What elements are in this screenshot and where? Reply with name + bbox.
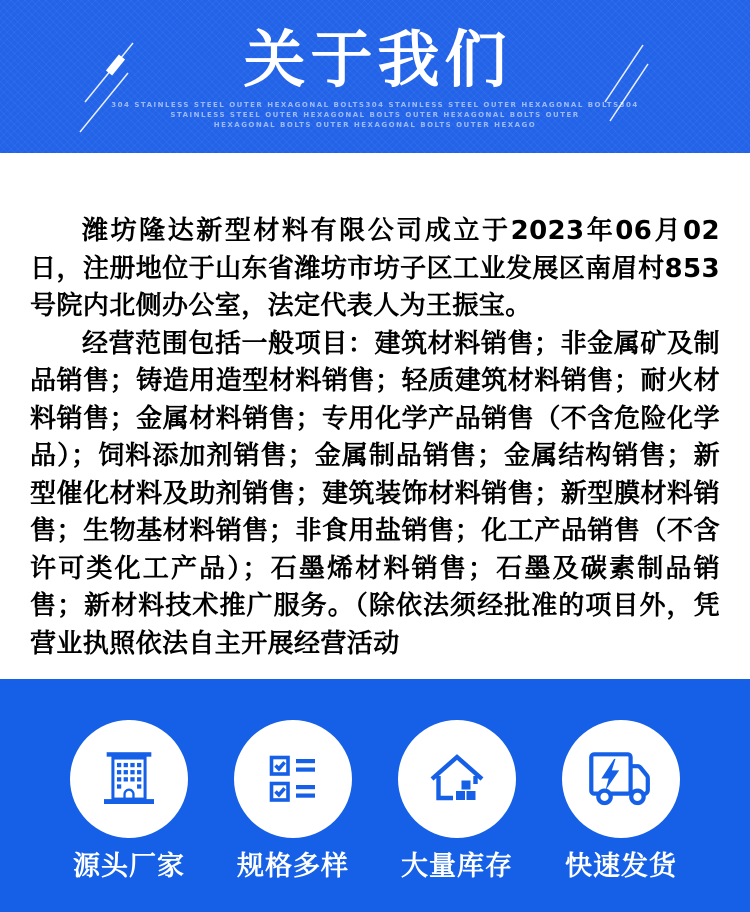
company-description <box>0 153 750 679</box>
feature-circle <box>562 720 680 838</box>
building-icon <box>104 752 154 806</box>
feature-label: 源头厂家 <box>73 851 185 882</box>
feature-label: 规格多样 <box>237 851 349 882</box>
feature-various-specs <box>234 720 352 912</box>
delivery-truck-icon <box>589 752 653 806</box>
page-title: 关于我们 <box>243 23 512 96</box>
company-intro-paragraph: 潍坊隆达新型材料有限公司成立于2023年06月02日，注册地位于山东省潍坊市坊子区工业发展区南眉村853号院内北侧办公室，法定代表人为王振宝。 <box>30 216 720 321</box>
feature-fast-shipping <box>562 720 680 912</box>
feature-circle <box>234 720 352 838</box>
feature-source-factory <box>70 720 188 912</box>
about-header <box>0 0 750 153</box>
subtitle-line-1: 304 STAINLESS STEEL OUTER HEXAGONAL BOLTS304 STAINLESS STEEL OUTER HEXAGONAL BOLTS304 <box>111 101 639 109</box>
feature-large-inventory <box>398 720 516 912</box>
feature-label: 大量库存 <box>401 851 513 882</box>
warehouse-stock-icon <box>428 753 486 805</box>
diagonal-slash-decoration-left <box>78 40 138 135</box>
features-bar <box>0 679 750 912</box>
feature-circle <box>70 720 188 838</box>
checklist-icon <box>268 754 318 804</box>
subtitle-line-2: STAINLESS STEEL OUTER HEXAGONAL BOLTS OUTER HEXAGONAL BOLTS OUTER <box>170 111 580 119</box>
feature-label: 快速发货 <box>565 851 677 882</box>
business-scope-paragraph: 经营范围包括一般项目：建筑材料销售；非金属矿及制品销售；铸造用造型材料销售；轻质建筑材料销售；耐火材料销售；金属材料销售；专用化学产品销售（不含危险化学品）；饲料添加剂销售；金属制品销售；金属结构销售；新型催化材料及助剂销售；建筑装饰材料销售；新型膜材料销售；生物基材料销售；非食用盐销售；化工产品销售（不含许可类化工产品）；石墨烯材料销售；石墨及碳素制品销售；新材料技术推广服务。（除依法须经批准的项目外，凭营业执照依法自主开展经营活动 <box>30 328 720 659</box>
diagonal-slash-decoration-right <box>603 42 655 124</box>
feature-circle <box>398 720 516 838</box>
subtitle-line-3: HEXAGONAL BOLTS OUTER HEXAGONAL BOLTS OUTER HEXAGO <box>213 121 537 129</box>
